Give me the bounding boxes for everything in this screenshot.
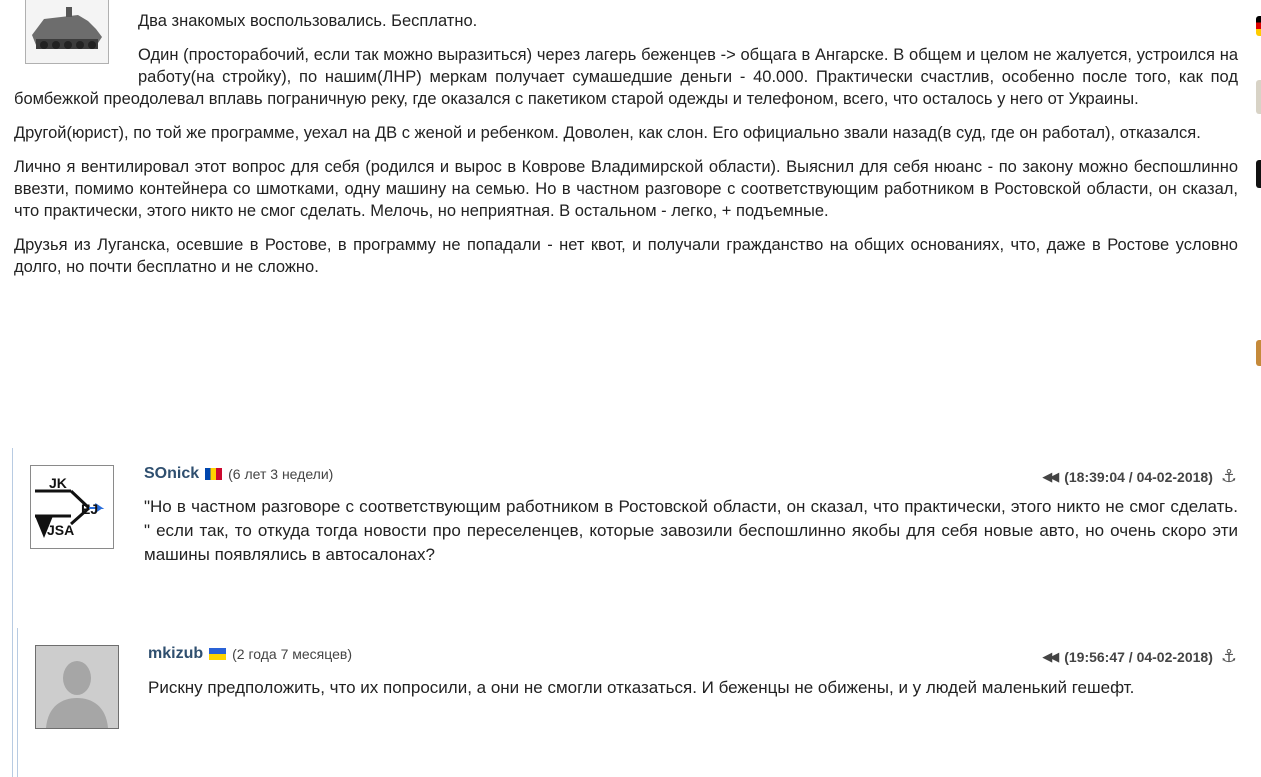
comment-text: Рискну предположить, что их попросили, а они не смогли отказаться. И беженцы не обижены, и у людей маленький гешефт.: [148, 678, 1135, 697]
thread-line: [12, 448, 13, 777]
avatar-text: JK: [49, 475, 67, 491]
avatar-text: JSA: [47, 522, 75, 538]
comment-paragraph: Лично я вентилировал этот вопрос для себя (родился и вырос в Коврове Владимирской области). Выяснил для себя нюанс - по закону можно беспошлинно ввезти, помимо контейнера со шмотками, одну машину на семью. Но в частном разговоре с соответствующим работником в Ростовской области, он сказал, что практически, этого никто не смог сделать. Мелочь, но неприятная. В остальном - легко, + подъемные.: [14, 158, 1238, 220]
anchor-icon[interactable]: ⚓: [1220, 646, 1237, 666]
comment-paragraph: Один (просторабочий, если так можно выразиться) через лагерь беженцев -> общага в Ангарске. В общем и целом не жалуется, устроился на работу(на стройку), по нашим(ЛНР) меркам получает сумашедшие деньги - 40.000. Практически счастлив, особенно после того, как под бомбежкой преодолевал вплавь пограничную реку, где оказался с пакетиком старой одежды и телефоном, всего, что осталось у него от Украины.: [14, 46, 1238, 108]
side-widget-dark[interactable]: [1256, 160, 1261, 188]
ukraine-flag-icon: [209, 648, 226, 660]
member-age: (2 года 7 месяцев): [232, 646, 352, 662]
side-widget-photo[interactable]: [1256, 340, 1261, 366]
default-user-silhouette-icon: [36, 646, 118, 728]
side-widget-flag[interactable]: [1256, 16, 1261, 36]
author-link[interactable]: SOnick: [144, 465, 200, 482]
side-widget-light[interactable]: [1256, 80, 1261, 114]
comment-text: "Но в частном разговоре с соответствующим работником в Ростовской области, он сказал, что практически, этого никто не смог сделать. " если так, то откуда тогда новости про переселенцев, которые завозили беспошлинно якобы для себя новые авто, но очень скоро эти машины появлялись в автосалонах?: [144, 497, 1238, 564]
jk-ej-jsa-logo-icon: [31, 466, 113, 548]
comment-meta: [144, 465, 333, 483]
comment-paragraph: Два знакомых воспользовались. Бесплатно.: [138, 12, 478, 30]
double-left-arrow-icon[interactable]: ◀◀: [1042, 648, 1057, 664]
member-age: (6 лет 3 недели): [228, 466, 334, 482]
author-link[interactable]: mkizub: [148, 645, 204, 662]
moldova-flag-icon: [205, 468, 222, 480]
timestamp: (18:39:04 / 04-02-2018): [1064, 468, 1213, 485]
comment-stamp: [1042, 466, 1237, 487]
comment-avatar[interactable]: [35, 645, 119, 729]
avatar-spacer: [14, 10, 138, 74]
double-left-arrow-icon[interactable]: ◀◀: [1042, 468, 1057, 484]
avatar-text: EJ: [81, 501, 99, 517]
comment-meta: [148, 645, 352, 663]
comment-paragraph: Друзья из Луганска, осевшие в Ростове, в программу не попадали - нет квот, и получали гражданство на общих основаниях, что, даже в Ростове условно долго, но почти бесплатно и не сложно.: [14, 236, 1238, 276]
comment-stamp: [1042, 646, 1237, 667]
thread-line: [17, 628, 18, 777]
comment-avatar[interactable]: [30, 465, 114, 549]
comment-paragraph: Другой(юрист), по той же программе, уехал на ДВ с женой и ребенком. Доволен, как слон. Его официально звали назад(в суд, где он работал), отказался.: [14, 124, 1201, 142]
comment-body: [14, 10, 1238, 290]
timestamp: (19:56:47 / 04-02-2018): [1064, 648, 1213, 665]
anchor-icon[interactable]: ⚓: [1220, 466, 1237, 486]
